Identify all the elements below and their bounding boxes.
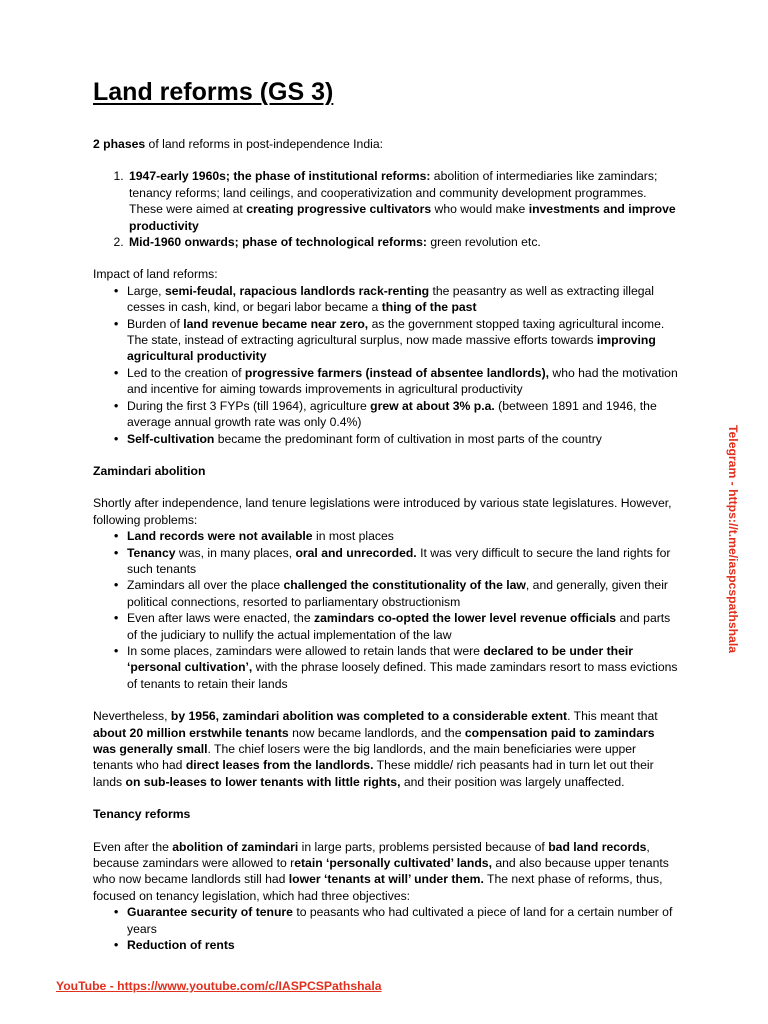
section-heading-tenancy: Tenancy reforms: [93, 807, 191, 822]
section-heading-zamindari: Zamindari abolition: [93, 463, 206, 478]
list-item: • In some places, zamindars were allowed to retain lands that were declared to be under their ‘personal cultivation’, with the phrase loosely defined. This made zamindars resort to mass evictions of tenants to retain their lands: [127, 643, 678, 692]
zamindari-intro: Shortly after independence, land tenure legislations were introduced by various state legislatures. However, following problems:: [93, 496, 672, 527]
list-item: • Self-cultivation became the predominant form of cultivation in most parts of the country: [127, 431, 678, 447]
list-item: • Reduction of rents: [127, 937, 678, 953]
phase-item: [127, 234, 678, 250]
impact-heading: Impact of land reforms:: [93, 267, 218, 282]
phase-item: [127, 168, 678, 234]
page-title: Land reforms (GS 3): [93, 78, 334, 106]
phase-bold: investments and improve productivity: [129, 202, 676, 233]
youtube-footer-link[interactable]: YouTube - https://www.youtube.com/c/IASPCSPathshala: [56, 979, 382, 993]
telegram-link-text[interactable]: Telegram - https://t.me/iaspcspathshala: [726, 424, 740, 654]
tenancy-paragraph: Even after the abolition of zamindari in large parts, problems persisted because of bad land records, because zamindars were allowed to retain ‘personally cultivated’ lands, and also because upper tenants who now became landlords still had lower ‘tenants at will’ under them. The next phase of reforms, thus, focused on tenancy legislation, which had three objectives:: [93, 839, 669, 903]
phase-bold: Mid-1960 onwards; phase of technological reforms:: [129, 235, 427, 250]
document-page: [93, 76, 678, 953]
list-item: • During the first 3 FYPs (till 1964), agriculture grew at about 3% p.a. (between 1891 and 1946, the average annual growth rate was only 0.4%): [127, 398, 678, 431]
list-item: • Even after laws were enacted, the zamindars co-opted the lower level revenue officials and parts of the judiciary to nullify the actual implementation of the law: [127, 610, 678, 643]
list-item: • Tenancy was, in many places, oral and unrecorded. It was very difficult to secure the land rights for such tenants: [127, 545, 678, 578]
list-item: • Led to the creation of progressive farmers (instead of absentee landlords), who had the motivation and incentive for aiming towards improvements in agricultural productivity: [127, 365, 678, 398]
impact-list: [93, 283, 678, 447]
list-item: • Land records were not available in most places: [127, 528, 678, 544]
list-item: • Zamindars all over the place challenged the constitutionality of the law, and generally, given their political connections, resorted to parliamentary obstructionism: [127, 577, 678, 610]
intro-bold: 2 phases: [93, 137, 146, 151]
nevertheless-paragraph: Nevertheless, by 1956, zamindari abolition was completed to a considerable extent. This meant that about 20 million erstwhile tenants now became landlords, and the compensation paid to zamindars was generally small. The chief losers were the big landlords, and the main beneficiaries were upper tenants who had direct leases from the landlords. These middle/ rich peasants had in turn let out their lands on sub-leases to lower tenants with little rights, and their position was largely unaffected.: [93, 709, 658, 789]
objectives-list: [93, 904, 678, 953]
phase-bold: 1947-early 1960s; the phase of institutional reforms:: [129, 169, 431, 184]
problems-list: [93, 528, 678, 692]
intro-text: of land reforms in post-independence India:: [145, 137, 383, 151]
list-item: • Guarantee security of tenure to peasants who had cultivated a piece of land for a certain number of years: [127, 904, 678, 937]
list-item: • Burden of land revenue became near zero, as the government stopped taxing agricultural income. The state, instead of extracting agricultural surplus, now made massive efforts towards improving agricultural productivity: [127, 316, 678, 365]
list-item: • Large, semi-feudal, rapacious landlords rack-renting the peasantry as well as extracting illegal cesses in cash, kind, or begari labor became a thing of the past: [127, 283, 678, 316]
intro-paragraph: [93, 136, 678, 152]
phases-list: [93, 168, 678, 250]
phase-text: who would make: [431, 202, 529, 217]
phase-text: abolition of intermediaries like zamindars; tenancy reforms; land ceilings, and cooperativization and community development programmes. These were aimed at: [129, 169, 658, 217]
phase-bold: creating progressive cultivators: [246, 202, 432, 217]
phase-text: green revolution etc.: [426, 235, 541, 250]
telegram-side-link[interactable]: [722, 405, 744, 673]
